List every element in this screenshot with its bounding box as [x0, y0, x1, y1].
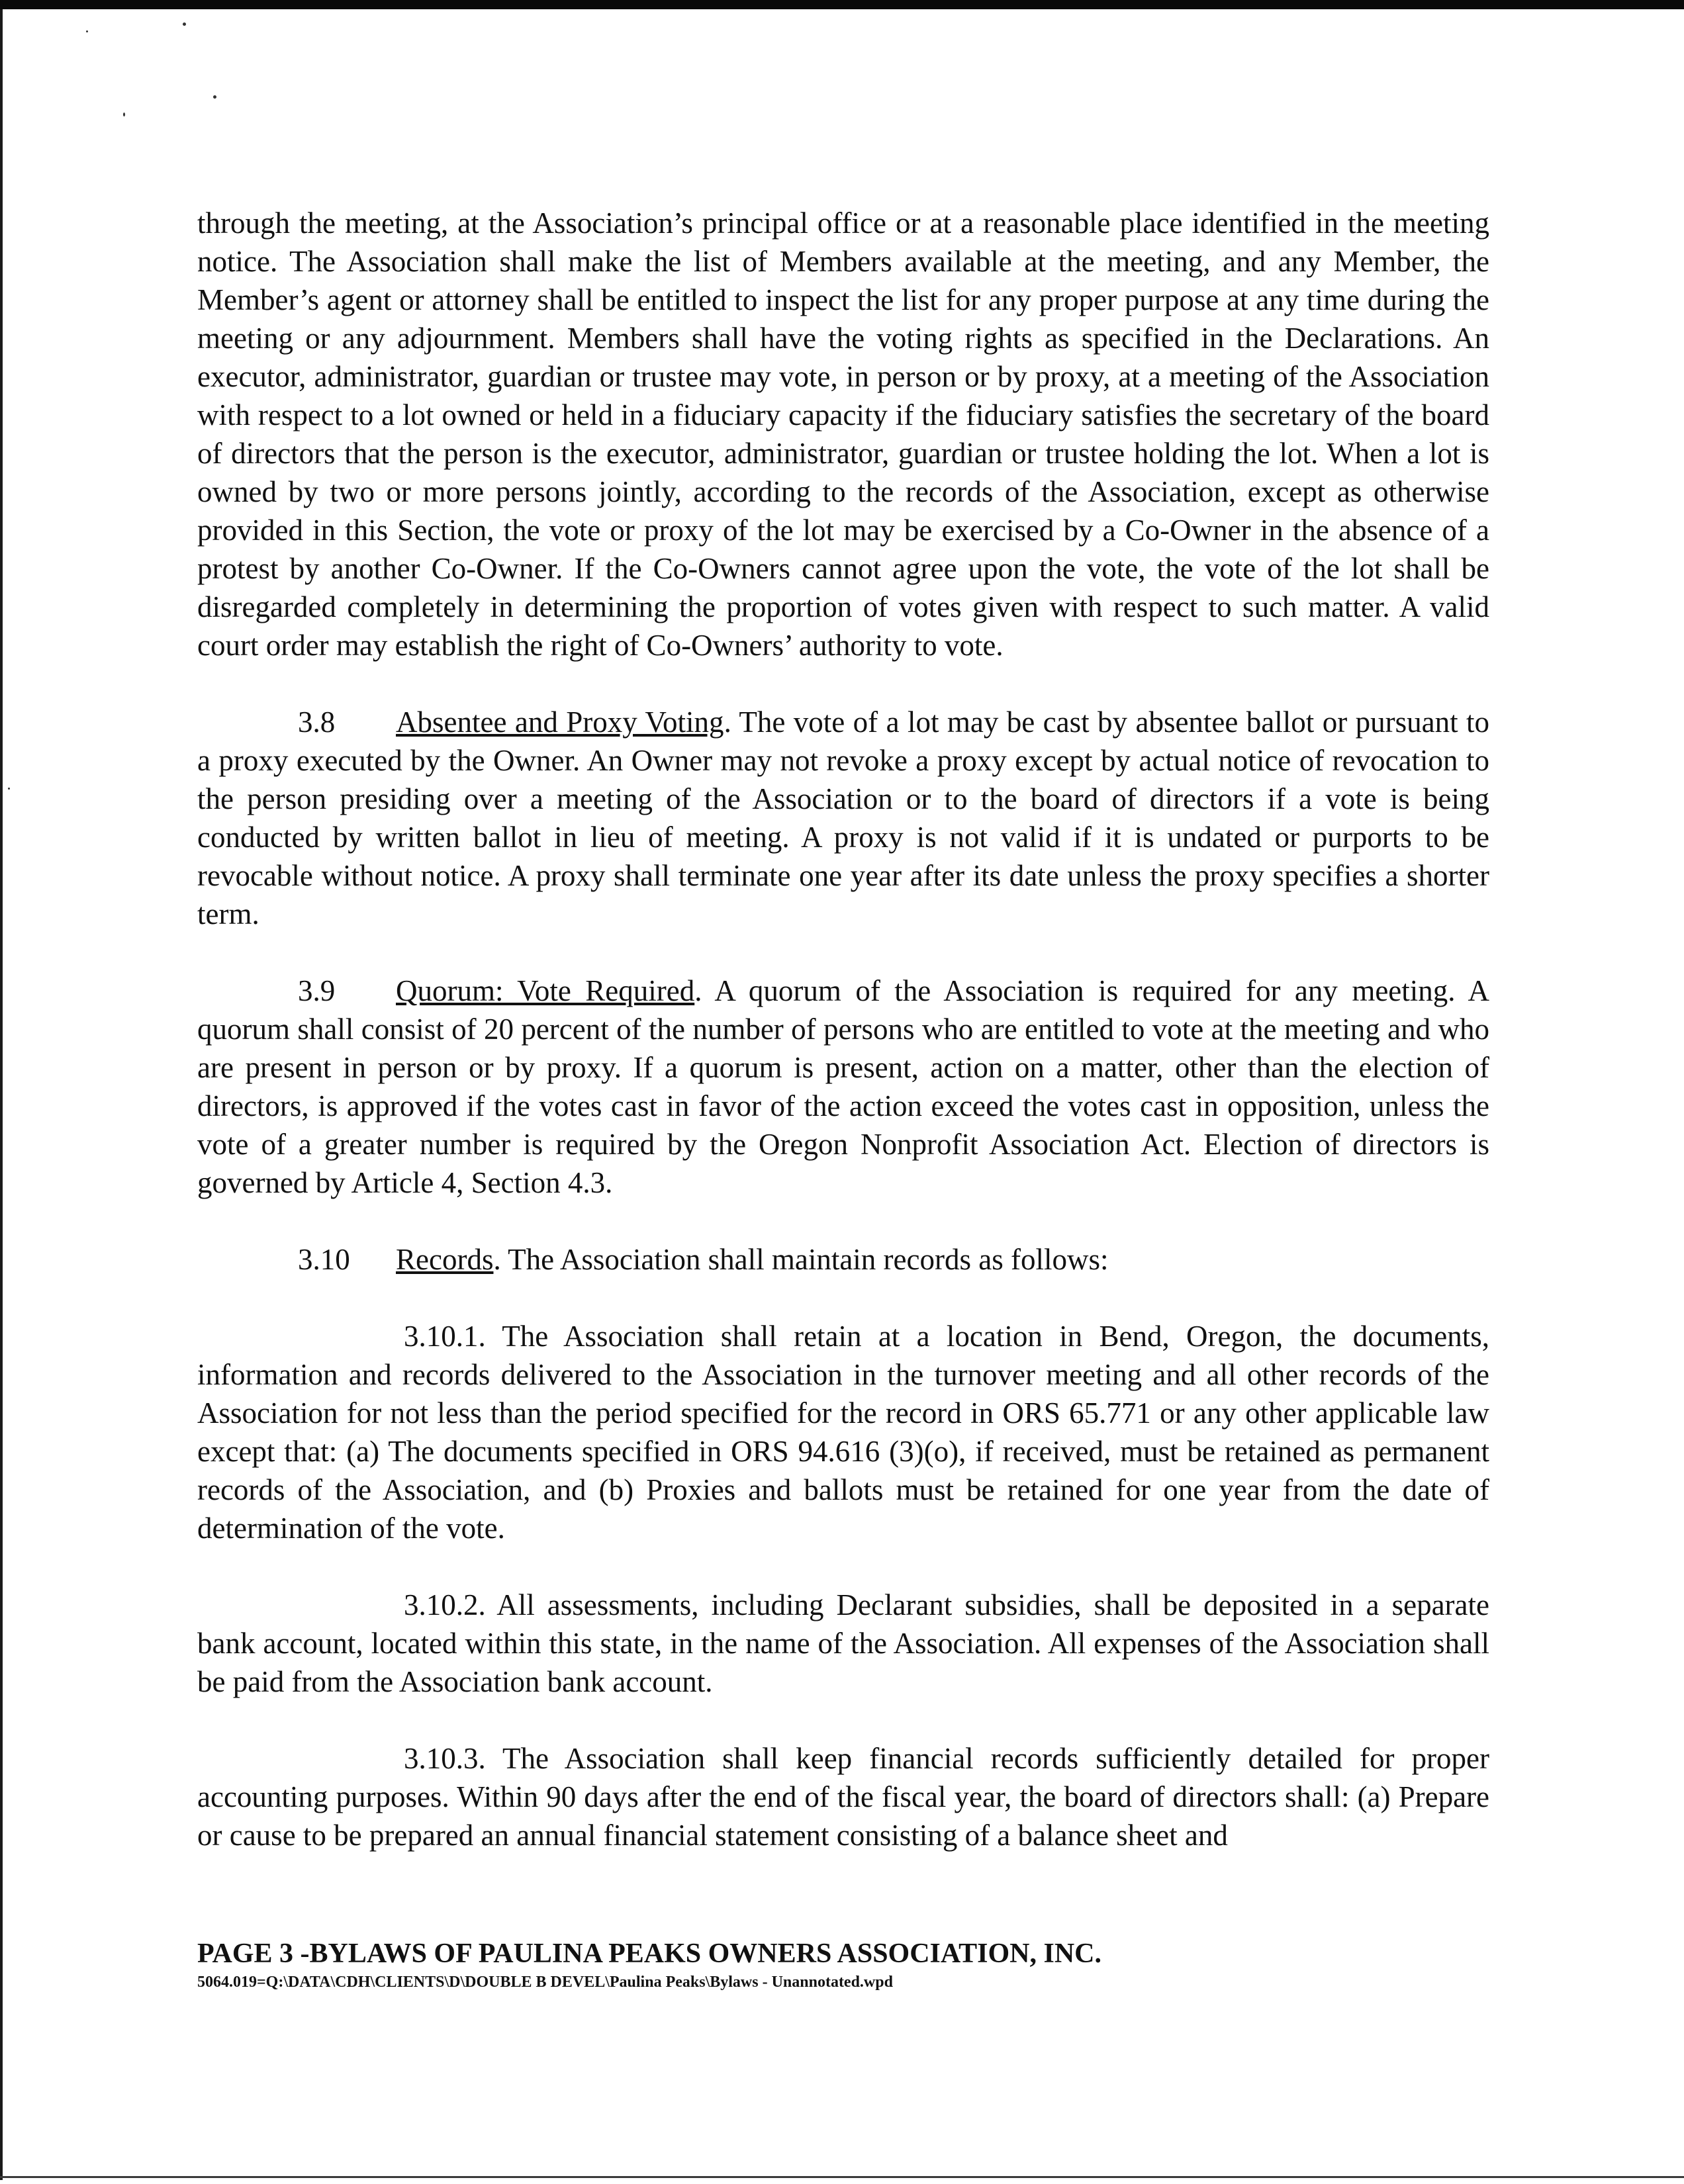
section-text: . The vote of a lot may be cast by absentee ballot or pursuant to a proxy executed by the Owner. An Owner may not revoke a proxy except by actual notice of revocation to the person presiding over a meeting of the Association or to the board of directors if a vote is being conducted by written ballot in lieu of meeting. A proxy is not valid if it is undated or purports to be revocable without notice. A proxy shall terminate one year after its date unless the proxy specifies a shorter term.	[197, 705, 1489, 931]
subsection-3-10-1: 3.10.1. The Association shall retain at a location in Bend, Oregon, the documents, information and records delivered to the Association in the turnover meeting and all other records of the Association for not less than the period specified for the record in ORS 65.771 or any other applicable law except that: (a) The documents specified in ORS 94.616 (3)(o), if received, must be retained as permanent records of the Association, and (b) Proxies and ballots must be retained for one year from the date of determination of the vote.	[197, 1320, 1489, 1545]
continuation-paragraph: through the meeting, at the Association’s principal office or at a reasonable place identified in the meeting notice. The Association shall make the list of Members available at the meeting, and any Member, the Member’s agent or attorney shall be entitled to inspect the list for any proper purpose at any time during the meeting or any adjournment. Members shall have the voting rights as specified in the Declarations. An executor, administrator, guardian or trustee may vote, in person or by proxy, at a meeting of the Association with respect to a lot owned or held in a fiduciary capacity if the fiduciary satisfies the secretary of the board of directors that the person is the executor, administrator, guardian or trustee holding the lot. When a lot is owned by two or more persons jointly, according to the records of the Association, except as otherwise provided in this Section, the vote or proxy of the lot may be exercised by a Co-Owner in the absence of a protest by another Co-Owner. If the Co-Owners cannot agree upon the vote, the vote of the lot shall be disregarded completely in determining the proportion of votes given with respect to such matter. A valid court order may establish the right of Co-Owners’ authority to vote.	[197, 206, 1489, 662]
scan-speck	[183, 23, 186, 26]
scan-speck	[123, 113, 125, 116]
subsection-3-10-2: 3.10.2. All assessments, including Declarant subsidies, shall be deposited in a separate bank account, located within this state, in the name of the Association. All expenses of the Association shall be paid from the Association bank account.	[197, 1588, 1489, 1698]
section-heading: Absentee and Proxy Voting	[396, 705, 724, 739]
section-text: . A quorum of the Association is required for any meeting. A quorum shall consist of 20 percent of the number of persons who are entitled to vote at the meeting and who are present in person or by proxy. If a quorum is present, action on a matter, other than the election of directors, is approved if the votes cast in favor of the action exceed the votes cast in opposition, unless the vote of a greater number is required by the Oregon Nonprofit Association Act. Election of directors is governed by Article 4, Section 4.3.	[197, 974, 1489, 1199]
section-heading: Records	[396, 1243, 494, 1276]
section-heading: Quorum: Vote Required	[396, 974, 695, 1007]
subsection-3-10-3: 3.10.3. The Association shall keep financial records sufficiently detailed for proper accounting purposes. Within 90 days after the end of the fiscal year, the board of directors shall: (a) Prepare or cause to be prepared an annual financial statement consisting of a balance sheet and	[197, 1742, 1489, 1852]
section-text: . The Association shall maintain records as follows:	[493, 1243, 1109, 1276]
section-number: 3.8	[298, 705, 336, 739]
scan-left-edge	[0, 9, 3, 2180]
section-number: 3.9	[298, 974, 336, 1007]
document-body	[197, 204, 1489, 1893]
scan-speck	[213, 95, 216, 99]
scan-speck	[86, 30, 88, 32]
section-number: 3.10	[298, 1243, 350, 1276]
scan-speck	[8, 788, 10, 790]
footer-file-path: 5064.019=Q:\DATA\CDH\CLIENTS\D\DOUBLE B DEVEL\Paulina Peaks\Bylaws - Unannotated.wpd	[197, 1974, 893, 1991]
section-3-8	[197, 703, 1489, 933]
page-footer	[197, 1936, 1489, 1993]
scan-top-border	[0, 0, 1684, 9]
footer-title: PAGE 3 -BYLAWS OF PAULINA PEAKS OWNERS ASSOCIATION, INC.	[197, 1938, 1101, 1969]
section-3-9	[197, 972, 1489, 1202]
scan-bottom-border	[0, 2176, 1684, 2178]
section-3-10	[197, 1240, 1489, 1279]
